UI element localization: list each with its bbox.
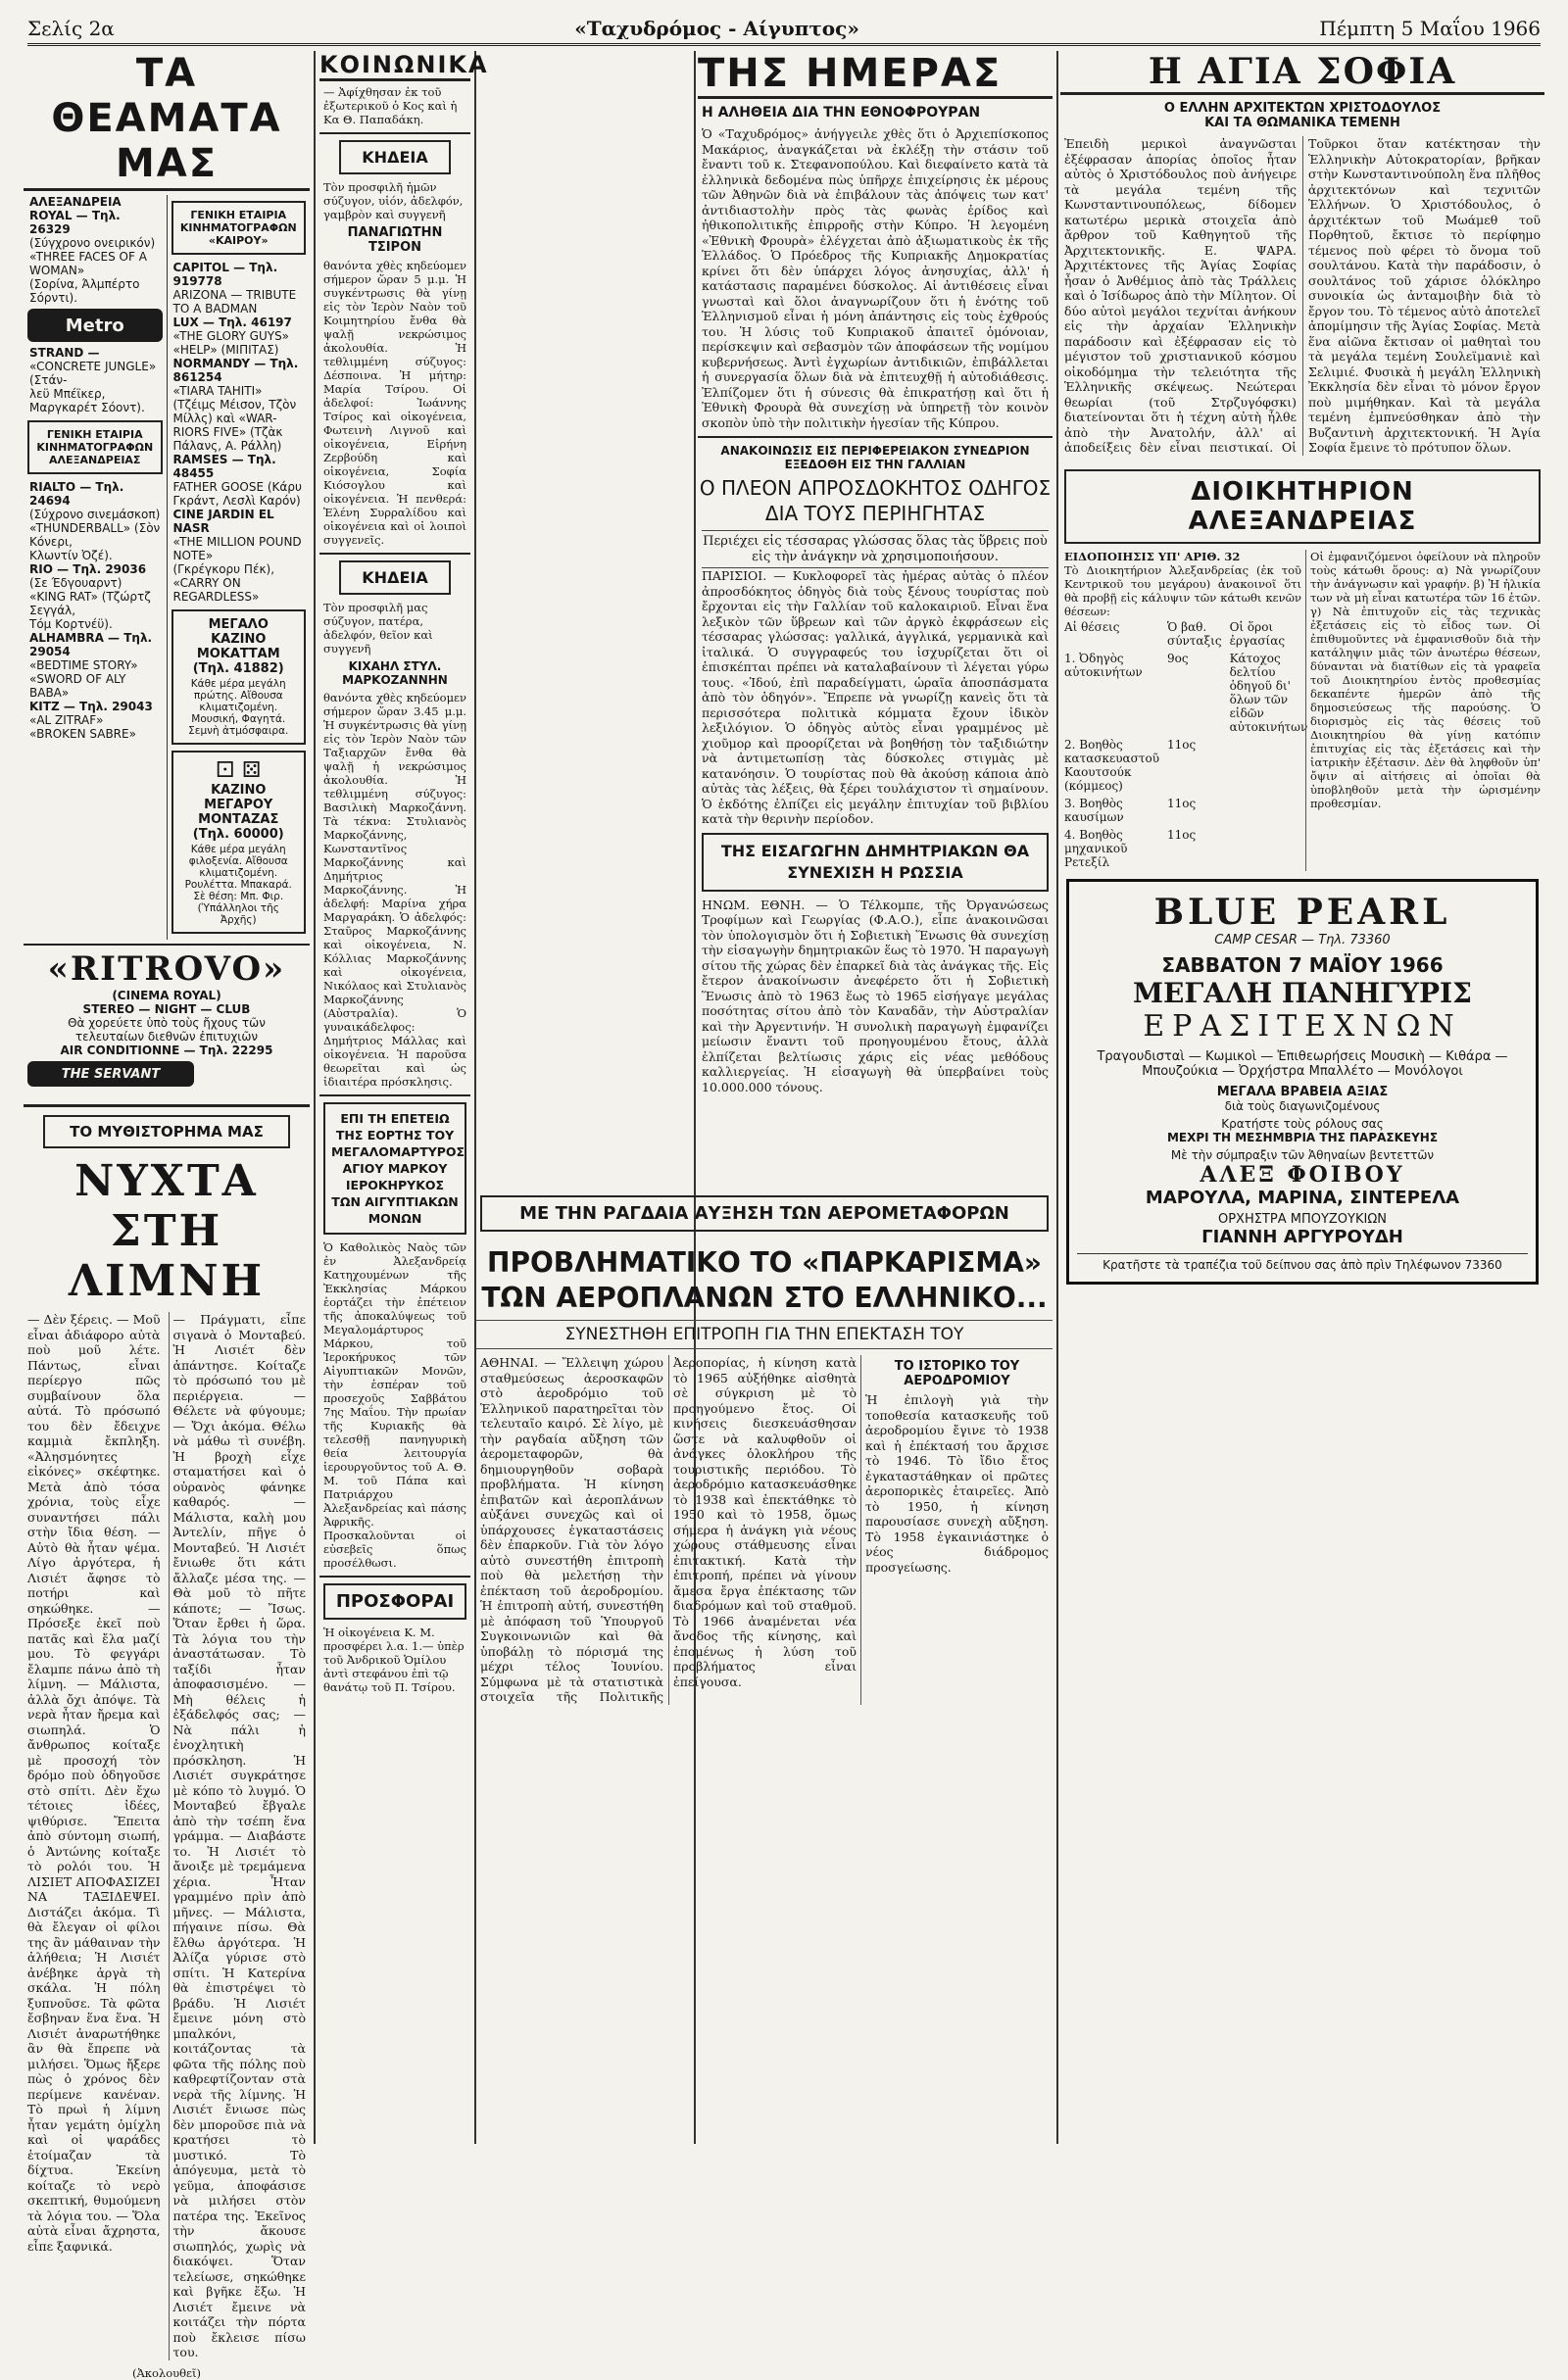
table-cell: 4. Βοηθὸς μηχανικοῦ Ρετεξίλ [1064, 827, 1128, 869]
ritrovo-line: Θὰ χορεύετε ὑπὸ τοὺς ἤχους τῶν [68, 1016, 266, 1030]
table-cell: Κάτοχος δελτίου ὁδηγοῦ δι' ὅλων τῶν εἰδῶν αὐτοκινήτων [1229, 651, 1308, 734]
funeral-name-2: ΚΙΧΑΗΛ ΣΤΥΛ. ΜΑΡΚΟΖΑΝΝΗΝ [342, 659, 448, 687]
history-tag: ΤΟ ΙΣΤΟΡΙΚΟ ΤΟΥ ΑΕΡΟΔΡΟΜΙΟΥ [894, 1359, 1020, 1388]
social-column [319, 51, 489, 2144]
ad-orchestra-2: ΓΙΑΝΝΗ ΑΡΓΥΡΟΥΔΗ [1201, 1226, 1403, 1247]
hagia-sub-1: Ο ΕΛΛΗΝ ΑΡΧΙΤΕΚΤΩΝ ΧΡΙΣΤΟΔΟΥΛΟΣ [1163, 101, 1442, 116]
ad-acts: Τραγουδισταὶ — Κωμικοὶ — Ἐπιθεωρήσεις Μουσικὴ — Κιθάρα — Μπουζούκια — Ὀρχήστρα Μπαλλέτο — Μονόλογοι [1097, 1048, 1508, 1079]
table-cell: 11ος [1167, 827, 1197, 842]
ad-footer: Κρατῆστε τὰ τραπέζια τοῦ δείπνου σας ἀπὸ πρὶν Τηλέφωνον 73360 [1077, 1253, 1528, 1272]
cinema-line: (Σορίνα, Άλμπέρτο Σόρντι). [29, 277, 140, 305]
company-box: ΓΕΝΙΚΗ ΕΤΑΙΡΙΑ ΚΙΝΗΜΑΤΟΓΡΑΦΩΝ «ΚΑΙΡΟΥ» [172, 201, 307, 255]
funeral-name-1: ΠΑΝΑΓΙΩΤΗΝ ΤΣΙΡΟΝ [347, 225, 443, 255]
cinema-line: «SWORD OF ALY BABA» [29, 672, 126, 700]
lead-kicker: Η ΑΛΗΘΕΙΑ ΔΙΑ ΤΗΝ ΕΘΝΟΦΡΟΥΡΑΝ [702, 105, 981, 121]
airport-title: ΠΡΟΒΛΗΜΑΤΙΚΟ ΤΟ «ΠΑΡΚΑΡΙΣΜΑ» ΤΩΝ ΑΕΡΟΠΛΑΝΩΝ ΣΤΟ ΕΛΛΗΝΙΚΟ... [481, 1246, 1048, 1314]
ad-event-2: ΕΡΑΣΙΤΕΧΝΩΝ [1143, 1008, 1462, 1044]
france-sub: Περιέχει εἰς τέσσαρας γλώσσας ὅλας τὰς ὕβρεις ποὺ εἰς τὴν ἀνάγκην νὰ χρησιμοποιήσουν. [702, 530, 1049, 568]
ad-orchestra-1: ΟΡΧΗΣΤΡΑ ΜΠΟΥΖΟΥΚΙΩΝ [1217, 1211, 1388, 1227]
hagia-sub-2: ΚΑΙ ΤΑ ΘΩΜΑΝΙΚΑ ΤΕΜΕΝΗ [1204, 116, 1400, 130]
column-rule [314, 51, 316, 2144]
cinema-line: FATHER GOOSE (Κάρυ Γκράντ, Λεσλὶ Καρόν) [172, 480, 302, 508]
funeral-text-2: θανόντα χθὲς κηδεύομεν σήμερον ὥραν 3.45 μ.μ. Ἡ συγκέντρωσις θὰ γίνῃ εἰς τὸν Ἱερὸν Ναὸν τῶν Ταξιαρχῶν ἔνθα θὰ ψαλῇ ἡ νεκρώσιμος ἀκολουθία. Ἡ τεθλιμμένη σύζυγος: Βασιλικὴ Μαρκοζάννη. Τὰ τέκνα: Στυλιανὸς Μαρκοζάννης, Κωνσταντῖνος Μαρκοζάννης καὶ Δημήτριος Μαρκοζάννης. Ἡ ἀδελφή: Μαρίνα χήρα Μαργαράκη. Ὁ ἀδελφός: Σταῦρος Μαρκοζάννης καὶ οἰκογένεια, Ν. Κόλλιας Μαρκοζάννης καὶ οἰκογένεια, Νικόλαος καὶ Στυλιανὸς Μαρκοζάννης (Αὐστραλία). Ὁ γυναικάδελφος: Δημήτριος Μάλλας καὶ οἰκογένεια. Ἡ παροῦσα θεωρεῖται καὶ ὡς ἰδιαιτέρα πρόσκλησις. [323, 691, 466, 1089]
cinema-line: CAPITOL — Τηλ. 919778 [172, 261, 278, 288]
funeral-intro-1: Τὸν προσφιλῆ ἡμῶν σύζυγον, υἱόν, ἀδελφόν, γαμβρὸν καὶ συγγενῆ [323, 180, 464, 221]
blue-pearl-ad [1066, 879, 1539, 1285]
airport-article [476, 1195, 1053, 2144]
history-text: Ἡ ἐπιλογὴ γιὰ τὴν τοποθεσία κατασκευῆς τοῦ ἀεροδρομίου ἔγινε τὸ 1938 καὶ ἡ ἐπέκτασή του ἄρχισε τὸ 1946. Τὸ ἴδιο ἔτος ἐγκαταστάθηκαν οἱ πρῶτες ἀεροπορικὲς ἑταιρεῖες. Ἀπὸ τὸ 1950, ἡ κίνηση παρουσίασε συνεχὴ αὔξηση. Τὸ 1958 ἐγκαινιάστηκε ὁ νέος διάδρομος προσγείωσης. [865, 1392, 1049, 1575]
ritrovo-line: τελευταίων διεθνῶν ἐπιτυχιῶν [74, 1030, 259, 1044]
table-cell: 9ος [1167, 651, 1189, 665]
cinema-line: «THE GLORY GUYS» [172, 329, 290, 343]
cinema-line: «AL ZITRAF» [29, 713, 104, 727]
ad-name: BLUE PEARL [1153, 891, 1451, 933]
casino-box-2 [172, 751, 307, 934]
cinema-line: Κλωντίν Ὀζέ). [29, 549, 113, 562]
admin-title: ΔΙΟΙΚΗΤΗΡΙΟΝ ΑΛΕΞΑΝΔΡΕΙΑΣ [1064, 469, 1541, 544]
table-row [1060, 650, 1311, 736]
masthead [27, 14, 1541, 46]
ad-event-1: ΜΕΓΑΛΗ ΠΑΝΗΓΥΡΙΣ [1133, 976, 1472, 1009]
feast-text: Ὁ Καθολικὸς Ναὸς τῶν ἐν Ἀλεξανδρείᾳ Κατηχουμένων τῆς Ἐκκλησίας Μάρκου ἑορτάζει τὴν ἐπέτειον τῆς ἀποκαλύψεως τοῦ Μεγαλομάρτυρος Μάρκου, τοῦ Ἱεροκήρυκος τῶν Αἰγυπτιακῶν Μονῶν, τὴν ἐσπέραν τοῦ προσεχοῦς Σαββάτου 7ης Μαΐου. Τὴν πρωίαν τῆς Κυριακῆς θὰ τελεσθῇ πανηγυρικὴ θεία λειτουργία ἱερουργοῦντος τοῦ Α. Θ. Μ. τοῦ Πάπα καὶ Πατριάρχου Ἀλεξανδρείας καὶ πάσης Ἀφρικῆς. Προσκαλοῦνται οἱ εὐσεβεῖς ὅπως προσέλθωσι. [323, 1240, 466, 1570]
casino-note: Σὲ θέση: Μπ. Φιρ. (Ὑπάλληλοι τῆς Ἀρχῆς) [193, 891, 284, 926]
dice-icon: ⚀ ⚄ [216, 758, 262, 783]
wheat-title: ΤΗΣ ΕΙΣΑΓΩΓΗΝ ΔΗΜΗΤΡΙΑΚΩΝ ΘΑ ΣΥΝΕΧΙΣΗ Η ΡΩΣΣΙΑ [702, 833, 1049, 892]
france-text: ΠΑΡΙΣΙΟΙ. — Κυκλοφορεῖ τὰς ἡμέρας αὐτὰς ὁ πλέον ἀπροσδόκητος ὁδηγὸς διὰ τοὺς ξένους τουρίστας ποὺ ἔρχονται εἰς τὴν Γαλλίαν τοῦ καλοκαιριοῦ. Εἶναι ἕνα λεξικὸν τῶν ὕβρεων καὶ τῶν ἀργκὸ ἐκφράσεων εἰς τέσσαρας γλώσσας: γαλλικά, ἀγγλικά, γερμανικὰ καὶ ἰταλικά. Ὁ συγγραφεύς του ἰσχυρίζεται ὅτι οἱ ἐπισκέπται πρέπει νὰ καταλαβαίνουν τὶ λέγεται γύρω τους. «Ἰδού, ἐπὶ παραδείγματι, ὡραῖα ἀποσπάσματα ἀπὸ τὸν ὁδηγόν». Ἔπρεπε νὰ γνωρίζῃ κανεὶς ὅτι τὰ περισσότερα πολιτικὰ κόμματα ἔχουν ἰδικὸν λεξιλόγιον. Ὁ ὁδηγὸς αὐτὸς εἶναι γραμμένος μὲ χιοῦμορ καὶ προορίζεται νὰ βοηθήσῃ τὸν ταξιδιώτην νὰ ἀντιμετωπίσῃ τὰς δύσκολες στιγμὰς μὲ κατανόησιν. Ὁ τουρίστας ποὺ θὰ ἀκούσῃ κάποια ἀπὸ αὐτὰς τὰς λέξεις, θὰ ξέρει τουλάχιστον τὶ σημαίνουν. Ὁ ἐκδότης ἐλπίζει εἰς μεγάλην ἐπιτυχίαν τοῦ βιβλίου κατὰ τὴν θερινὴν περίοδον. [702, 568, 1049, 826]
cinema-line: ARIZONA — TRIBUTE TO A BADMAN [172, 288, 297, 316]
ad-prizes: ΜΕΓΑΛΑ ΒΡΑΒΕΙΑ ΑΞΙΑΣ [1216, 1084, 1389, 1099]
novel-text-continued: — Πράγματι, εἶπε σιγανὰ ὁ Μονταβεύ. Ἡ Λισιέτ δὲν ἀπάντησε. Κοίταζε τὸ πρόσωπό του μὲ περιέργεια. — Θέλετε νὰ φύγουμε; — Ὄχι ἀκόμα. Θέλω νὰ μάθω τὶ συνέβη. Ἡ βροχὴ εἶχε σταματήσει καὶ ὁ οὐρανὸς φάνηκε καθαρός. — Μάλιστα, καλὴ μου Ἀντελίν, πῆγε ὁ Μονταβεύ. Ἡ Λισιέτ ἔνιωθε ὅτι κάτι ἄλλαζε μέσα της. — Θὰ μοῦ τὸ πῆτε κάποτε; — Ἴσως. Ὅταν ἔρθει ἡ ὥρα. Τὰ λόγια του τὴν ἀναστάτωσαν. Τὸ ταξίδι ἦταν ἀποφασισμένο. — Μὴ θέλεις ἡ ἐξάδελφός σας; — Νὰ πάλι ἡ ἐνοχλητικὴ πρόσκληση. Ἡ Λισιέτ συγκράτησε μὲ κόπο τὸ λυγμό. Ὁ Μονταβεύ ἔβγαλε ἀπὸ τὴν τσέπη ἕνα γράμμα. — Διαβάστε το. Ἡ Λισιέτ τὸ ἄνοιξε μὲ τρεμάμενα χέρια. Ἦταν γραμμένο πρὶν ἀπὸ μῆνες. — Μάλιστα, πήγαινε πίσω. Θὰ ἔλθω ἀργότερα. Ἡ Ἀλίζα γύρισε στὸ σπίτι. Ἡ Κατερίνα θὰ ἐπιστρέψει τὸ βράδυ. Ἡ Λισιέτ ἔμεινε μόνη στὸ μπαλκόνι, κοιτάζοντας τὰ φῶτα τῆς πόλης ποὺ καθρεφτίζονταν στὰ νερὰ τῆς λίμνης. Ἡ Λισιέτ ἔνιωσε πὼς δὲν μποροῦσε πιὰ νὰ κρατήσει τὸ μυστικό. Τὸ ἀπόγευμα, μετὰ τὸ γεῦμα, ἀποφάσισε νὰ μιλήσει στὸν πατέρα της. Ἐκεῖνος τὴν ἄκουσε σιωπηλός, χωρὶς νὰ διακόψει. Ὅταν τελείωσε, σηκώθηκε καὶ βγῆκε ἔξω. Ἡ Λισιέτ ἔμεινε νὰ κοιτάζει τὴν πόρτα ποὺ ἔκλεισε πίσω του. [169, 1312, 307, 2360]
table-cell [1226, 795, 1312, 826]
cinema-line: ROYAL — Τηλ. 26329 [29, 209, 121, 236]
novel-text: — Δὲν ξέρεις. — Μοῦ εἶναι ἀδιάφορο αὐτὰ ποὺ μοῦ λέτε. Πάντως, εἶναι περίεργο πῶς συμβαίνουν ὅλα αὐτά. Τὸ πρόσωπό του δὲν ἔδειχνε καμμιὰ ἔκπληξη. «Ἀλησμόνητες εἰκόνες» σκέφτηκε. Μετὰ ἀπὸ τόσα χρόνια, τοὺς εἶχε συναντήσει πάλι στὴν ἴδια θέση. — Αὐτὸ θὰ ἦταν ψέμα. Λίγο ἀργότερα, ἡ Λισιέτ ἄφησε τὸ ποτήρι καὶ σηκώθηκε. — Πρόσεξε ἐκεῖ ποὺ πατᾶς καὶ ἔλα μαζί μου. Τὸ φεγγάρι ἔλαμπε πάνω ἀπὸ τὴ λίμνη. — Μάλιστα, ἀλλὰ ὄχι ἀπόψε. Τὰ νερὰ ἦταν ἤρεμα καὶ σιωπηλά. Ὁ ἄνθρωπος κοίταξε μὲ προσοχή τὸν δρόμο ποὺ ὁδηγοῦσε στὸ σπίτι. Δὲν ἔχω τέτοιες ἰδέες, ψιθύρισε. Ἔπειτα ἀπὸ σύντομη σιωπή, ὁ Ἀντώνης κοίταξε τὸ ρολόι του. Ἡ ΛΙΣΙΕΤ ΑΠΟΦΑΣΙΖΕΙ ΝΑ ΤΑΞΙΔΕΨΕΙ. Διστάζει ἀκόμα. Τὶ θὰ ἔλεγαν οἱ φίλοι της ἂν μάθαιναν τὴν ἀλήθεια; Ἡ Λισιέτ ἀνέβηκε ἀργὰ τὴ σκάλα. Ἡ πόλη ξυπνοῦσε. Τὰ φῶτα ἔσβηναν ἕνα ἕνα. Ἡ Λισιέτ ἀναρωτήθηκε ἂν θὰ ἔπρεπε νὰ μιλήσει. Ὅμως ἤξερε πὼς ὁ χρόνος δὲν περίμενε κανέναν. Τὸ πρωὶ ἡ λίμνη ἦταν γεμάτη ὁμίχλη καὶ οἱ ψαράδες ἑτοίμαζαν τὰ δίχτυα. Ἐκείνη κοίταζε τὸ νερὸ σκεπτική, θυμούμενη τὰ λόγια του. — Ὅλα αὐτὰ εἶναι ἄχρηστα, εἶπε ξαφνικά. [27, 1312, 161, 2254]
ad-date: ΣΑΒΒΑΤΟΝ 7 ΜΑΪΟΥ 1966 [1161, 952, 1444, 977]
paper-name: «Ταχυδρόμος - Αίγυπτος» [574, 17, 859, 40]
cinema-line: «BROKEN SABRE» [29, 727, 136, 741]
funeral-tag-2: ΚΗΔΕΙΑ [339, 560, 451, 595]
cinema-line: «BEDTIME STORY» [29, 658, 138, 672]
table-header: Ὁ βαθ. σύνταξις [1167, 619, 1222, 648]
cinema-line: «THE MILLION POUND NOTE» [172, 535, 302, 562]
casino-note: Κάθε μέρα μεγάλη πρώτης. Αἴθουσα κλιματιζομένη. Μουσική, Φαγητά. Σεμνὴ ἀτμόσφαιρα. [188, 678, 289, 737]
table-cell: 1. Ὀδηγὸς αὐτοκινήτων [1064, 651, 1143, 679]
offers-text: Ἡ οἰκογένεια Κ. Μ. προσφέρει λ.α. 1.— ὑπὲρ τοῦ Ἀνδρικοῦ Ὁμίλου ἀντὶ στεφάνου ἐπὶ τῷ θανάτῳ τοῦ Π. Τσίρου. [323, 1626, 465, 1694]
cinema-line: «KING RAT» (Τζώρτζ Σεγγάλ, [29, 590, 151, 617]
casino-note: Κάθε μέρα μεγάλη φιλοξενία. Αἴθουσα κλιματιζομένη. Ρουλέττα. Μπακαρά. [184, 844, 292, 891]
column-rule [1056, 51, 1058, 2144]
cinema-line: «THREE FACES OF A WOMAN» [29, 250, 147, 277]
cinema-line: LUX — Τηλ. 46197 [172, 316, 292, 329]
continued-note: (Ἀκολουθεῖ) [132, 2365, 201, 2380]
cinema-line: (Σε Έδγουαρντ) [29, 576, 122, 590]
ad-stars-1: ΑΛΕΞ ΦΟΙΒΟΥ [1200, 1161, 1405, 1188]
ad-prizes-2: διὰ τοὺς διαγωνιζομένους [1224, 1098, 1381, 1113]
ad-location: CAMP CESAR — Τηλ. 73360 [1214, 932, 1391, 947]
cinema-line: RAMSES — Τηλ. 48455 [172, 453, 276, 480]
company-box: ΓΕΝΙΚΗ ΕΤΑΙΡΙΑ ΚΙΝΗΜΑΤΟΓΡΑΦΩΝ ΑΛΕΞΑΝΔΡΕΙΑΣ [27, 420, 163, 474]
cinema-line: CINE JARDIN EL NASR [172, 508, 274, 535]
cinema-line: «CONCRETE JUNGLE» (Στάν- [29, 360, 157, 387]
airport-text: ΑΘΗΝΑΙ. — Ἔλλειψη χώρου σταθμεύσεως ἀεροσκαφῶν στὸ ἀεροδρόμιο τοῦ Ἑλληνικοῦ παρατηρεῖται τὸν τελευταῖο καιρό. Σὲ λίγο, μὲ τὴν ραγδαία αὔξηση τῶν ἀερομεταφορῶν, θὰ δημιουργηθοῦν σοβαρὰ προβλήματα. Ἡ κίνηση ἐπιβατῶν καὶ ἀεροπλάνων αὐξάνει συνεχῶς καὶ οἱ ὑπάρχουσες ἐγκαταστάσεις δὲν ἐπαρκοῦν. Γιὰ τὸν λόγο αὐτὸ συνεστήθη ἐπιτροπὴ ποὺ θὰ μελετήσῃ τὴν ἐπέκταση τοῦ ἀεροδρομίου. Ἡ ἐπιτροπὴ αὐτή, συνεστήθη μὲ ἀπόφαση τοῦ Ὑπουργοῦ Συγκοινωνιῶν καὶ θὰ ὑποβάλῃ τὸ πόρισμά της μέχρι τέλος Ἰουνίου. Σύμφωνα μὲ τὰ στατιστικὰ στοιχεῖα τῆς Πολιτικῆς Ἀεροπορίας, ἡ κίνηση κατὰ τὸ 1965 αὐξήθηκε αἰσθητὰ σὲ σύγκριση μὲ τὸ προηγούμενο ἔτος. Οἱ κινήσεις διεσκευάσθησαν ὥστε νὰ καλυφθοῦν οἱ ἀνάγκες ὁλοκλήρου τῆς τουριστικῆς περιόδου. Τὸ ἀεροδρόμιο κατασκευάσθηκε τὸ 1938 καὶ ἐπεκτάθηκε τὸ 1950 καὶ τὸ 1958, ὅμως σήμερα ἡ ἀνάγκη γιὰ νέους χώρους στάθμευσης εἶναι ἐπιτακτική. Κατὰ τὴν ἐπιτροπή, πρέπει νὰ γίνουν ἄμεσα ἔργα ἐπέκτασης τῶν διαδρόμων καὶ τοῦ σταθμοῦ. Τὸ 1966 ἀναμένεται νέα ἄνοδος τῆς κίνησης, καὶ ἑπομένως ἡ λύση τοῦ προβλήματος εἶναι ἐπείγουσα. [480, 1355, 857, 1704]
cinema-line: RIORS FIVE» (Τζὰκ Πάλανς, Α. Ράλλη) [172, 425, 283, 453]
table-row [1060, 795, 1311, 826]
wheat-text: ΗΝΩΜ. ΕΘΝΗ. — Ὁ Τέλκομπε, τῆς Ὀργανώσεως Τροφίμων καὶ Γεωργίας (Φ.Α.Ο.), εἶπε ἀνακοινῶσαι τὸν ὑπολογισμὸν ὅτι ἡ Σοβιετικὴ Ἕνωσις θὰ συνεχίσῃ τὴν εἰσαγωγὴν δημητριακῶν ἕως τὸ 1970. Ἡ παραγωγὴ σίτου τῆς χώρας δὲν ἐπαρκεῖ διὰ τὰς ἀνάγκας τῆς. Εἰς ἔτερον ἀνακοίνωσιν ἀνεφέρετο ὅτι ἡ Σοβιετικὴ Ἕνωσις ἀπὸ τὸ 1963 ἕως τὸ 1965 εἰσήγαγε μεγάλας ποσότητας σίτου ἀπὸ τὸν Καναδᾶν, τὴν Αὐστραλίαν καὶ τὴν Ἀργεντινήν. Ἡ συνολικὴ παραγωγὴ ἐμφανίζει μείωσιν ἕναντι τοῦ προηγουμένου ἔτους, ἀλλὰ ἐλπίζεται βελτίωσις χάρις εἰς νέας μεθόδους καλλιεργείας. Ἡ εἰσαγωγὴ θὰ ὑπερβαίνει τοὺς 10.000.000 τόνους. [702, 897, 1049, 1094]
admin-intro: Τὸ Διοικητήριον Ἀλεξανδρείας (ἐκ τοῦ Κεντρικοῦ του μεγάρου) ἀνακοινοῖ ὅτι θὰ προβῇ εἰς κάλυψιν τῶν κάτωθι κενῶν θέσεων: [1064, 562, 1301, 618]
cinema-heading: ΤΑ ΘΕΑΜΑΤΑ ΜΑΣ [24, 51, 310, 191]
novel-tag: ΤΟ ΜΥΘΙΣΤΟΡΗΜΑ ΜΑΣ [43, 1115, 290, 1148]
cinema-line: Τόμ Κορτνέϋ). [29, 617, 113, 631]
table-header: Αἱ θέσεις [1064, 619, 1120, 634]
casino-title: ΜΕΓΑΛΟ ΚΑΖΙΝΟ ΜΟΚΑΤΤΑΜ (Τηλ. 41882) [192, 617, 284, 676]
cinema-line: STRAND — [29, 346, 100, 360]
ritrovo-line: STEREO — NIGHT — CLUB [82, 1002, 251, 1016]
table-header-row [1060, 618, 1311, 650]
table-cell: 11ος [1167, 796, 1197, 810]
cinema-line: NORMANDY — Τηλ. 861254 [172, 357, 299, 384]
cinema-line: «THUNDERBALL» (Σὸν Κόνερι, [29, 521, 161, 549]
social-heading: ΚΟΙΝΩΝΙΚΑ [319, 51, 470, 81]
servant-logo: THE SERVANT [27, 1061, 194, 1087]
cinema-line: «TIARA TAHITI» (Τζέιμς Μέισον, Τζὸν Μίλλς) καὶ «WAR- [172, 384, 297, 425]
novel-title: ΝΥΧΤΑ ΣΤΗ ΛΙΜΝΗ [68, 1156, 266, 1306]
funeral-text-1: θανόντα χθὲς κηδεύομεν σήμερον ὥραν 5 μ.μ. Ἡ συγκέντρωσις θὰ γίνῃ εἰς τὸν Ἱερὸν Ναὸν τοῦ Κοιμητηρίου ἔνθα θὰ ψαλῇ νεκρώσιμος ἀκολουθία. Ἡ τεθλιμμένη σύζυγος: Δέσποινα. Ἡ μήτηρ: Μαρία Τσίρου. Οἱ ἀδελφοί: Ἰωάννης Τσίρος καὶ οἰκογένεια, Φωτεινὴ Λιγνοῦ καὶ οἰκογένεια, Εἰρήνη Ζερβούδη καὶ οἰκογένεια, Σοφία Κιόσογλου καὶ οἰκογένεια. Ἡ πενθερά: Ἑλένη Συρραλίδου καὶ οἰκογένεια καὶ οἱ λοιποὶ συγγενεῖς. [323, 259, 466, 547]
cinema-line: RIO — Τηλ. 29036 [29, 562, 147, 576]
cinema-line: «CARRY ON REGARDLESS» [172, 576, 260, 604]
cinema-line: ALHAMBRA — Τηλ. 29054 [29, 631, 153, 658]
table-header: Οἱ ὅροι ἐργασίας [1229, 619, 1286, 648]
ritrovo-title: «RITROVO» [47, 949, 286, 989]
airport-sub: ΣΥΝΕΣΤΗΘΗ ΕΠΙΤΡΟΠΗ ΓΙΑ ΤΗΝ ΕΠΕΚΤΑΣΗ ΤΟΥ [476, 1320, 1053, 1349]
ad-stars-2: ΜΑΡΟΥΛΑ, ΜΑΡΙΝΑ, ΣΙΝΤΕΡΕΛΑ [1145, 1187, 1460, 1208]
banner: ΤΗΣ ΗΜΕΡΑΣ [698, 51, 1053, 99]
cinema-line: KITZ — Τηλ. 29043 [29, 700, 153, 713]
metro-logo: Metro [27, 309, 163, 342]
ritrovo-line: AIR CONDITIONNE — Τηλ. 22295 [60, 1044, 273, 1057]
table-cell: 3. Βοηθὸς καυσίμων [1064, 796, 1124, 824]
cinema-line: RIALTO — Τηλ. 24694 [29, 480, 124, 508]
hagia-sophia-heading: Η ΑΓΙΑ ΣΟΦΙΑ [1060, 51, 1544, 95]
airport-strip: ΜΕ ΤΗΝ ΡΑΓΔΑΙΑ ΑΥΞΗΣΗ ΤΩΝ ΑΕΡΟΜΕΤΑΦΟΡΩΝ [480, 1195, 1049, 1232]
admin-text: Οἱ ἐμφανιζόμενοι ὀφείλουν νὰ πληροῦν τοὺς κάτωθι ὅρους: α) Νὰ γνωρίζουν τὴν ἀνάγνωσιν καὶ γραφήν. β) Ἡ ἡλικία των νὰ μὴ εἶναι κατωτέρα τῶν 16 ἐτῶν. γ) Νὰ ἐπιτυχοῦν εἰς τὰς τεχνικὰς ἐξετάσεις εἰς τὸ εἶδος των. Οἱ ἐπιθυμοῦντες νὰ ἐμφανισθοῦν διὰ τὴν κατάληψιν μιᾶς τῶν ἀνωτέρω θέσεων, δύνανται νὰ διατίθων εἰς τὰ γραφεῖα τοῦ Διοικητηρίου ἐντὸς προθεσμίας δεκαπέντε ἡμερῶν ἀπὸ τῆς δημοσιεύσεως τῆς παρούσης. Ὁ διορισμὸς εἰς τὰς θέσεις τοῦ Διοικητηρίου θὰ γίνῃ κατόπιν ἐπιτυχίας εἰς τὰς ἐξετάσεις καὶ τὴν ἰατρικὴν ἐξέτασιν. Δὲν θὰ ληφθοῦν ὑπ' ὄψιν αἱ αἰτήσεις αἱ ὁποῖαι θὰ ὑποβληθοῦν μετὰ τὴν ὡρισμένην προθεσμίαν. [1310, 549, 1541, 810]
ritrovo-line: (CINEMA ROYAL) [112, 989, 221, 1002]
feast-title: ΕΠΙ ΤΗ ΕΠΕΤΕΙΩ ΤΗΣ ΕΟΡΤΗΣ ΤΟΥ ΜΕΓΑΛΟΜΑΡΤΥΡΟΣ ΑΓΙΟΥ ΜΑΡΚΟΥ ΙΕΡΟΚΗΡΥΚΟΣ ΤΩΝ ΑΙΓΥΠΤΙΑΚΩΝ ΜΟΝΩΝ [323, 1102, 466, 1235]
cinema-line: λεϋ Μπέϊκερ, Μαργκαρέτ Σόοντ). [29, 387, 145, 414]
hagia-text: Ἐπειδὴ μερικοὶ ἀναγνῶσται ἐξέφρασαν ἀπορίας ὁποῖος ἦταν αὐτὸς ὁ Χριστόδουλος ποὺ ἀνήγειρε τὰ μεγάλα τεμένη τῆς Κωνσταντινουπόλεως, δίδομεν κατωτέρω μερικὰ στοιχεῖα ἀπὸ ἄρθρον τοῦ Καθηγητοῦ τῆς Ἀρχιτεκτονικῆς. Ε. ΨΑΡΑ. Ἀρχιτέκτονες τῆς Ἁγίας Σοφίας ἦσαν ὁ Ἀνθέμιος ἀπὸ τὰς Τράλλεις καὶ ὁ Ἰσίδωρος ἀπὸ τὴν Μίλητον. Οἱ δύο αὐτοὶ μεγάλοι τεχνίται ἀνήκουν εἰς τὴν ἀρχαίαν Ἑλληνικὴν παράδοσιν καὶ ἐξέφρασαν εἰς τὸ μέγιστον τοῦ χριστιανικοῦ κόσμου οἰκοδόμημα τὴν τελειότητα τῆς Ἑλληνικῆς σκέψεως. Νεώτεραι θεωρίαι (τοῦ Στρζυγόφσκι) διατείνονται ὅτι ἡ τέχνη αὐτὴ ἦλθε ἀπὸ τὴν Ἀνατολήν, ἀλλ' αἱ ἀποδείξεις δὲν εἶναι πειστικαί. Οἱ Τοῦρκοι ὅταν κατέκτησαν τὴν Ἑλληνικὴν Αὐτοκρατορίαν, βρῆκαν στὴν Κωνσταντινούπολη ἕνα πλῆθος ἀρχιτεκτόνων καὶ τεχνιτῶν Ἑλλήνων. Ὁ Χριστόδουλος, ὁ ἀρχιτέκτων τοῦ Μωάμεθ τοῦ Πορθητοῦ, ἔκτισε τὸ περίφημο τέμενος ποὺ φέρει τὸ ὄνομα τοῦ σουλτάνου. Κατὰ τὴν παράδοσιν, ὁ σουλτάνος τοῦ χάρισε ὁλόκληρο συνοικία ὡς ἀνταμοιβὴν διὰ τὸ ἔργον του. Τὸ τέμενος αὐτὸ ἀποτελεῖ ἀπομίμησιν τῆς Ἁγίας Σοφίας. Μετὰ ἕνα αἰῶνα ἔκτισαν οἱ μαθηταὶ του τὰ μεγάλα τεμένη Σουλεϊμανιὲ καὶ Σελιμιέ. Φυσικὰ ἡ μεγάλη Ἑλληνικὴ Ἐκκλησία δὲν εἶναι τὸ μόνον ἔργον ποὺ μιμήθηκαν. Καὶ τὰ μεγάλα τεμένη ἐμπνεύσθηκαν ἀπὸ τὴν Βυζαντινὴ ἀρχιτεκτονική. Ἡ Ἁγία Σοφία ἔμεινε τὸ πρότυπον ὅλων. [1064, 136, 1541, 455]
positions-table [1060, 618, 1311, 871]
ad-with: Μὲ τὴν σύμπραξιν τῶν Ἀθηναίων βεντεττῶν [1170, 1147, 1435, 1162]
casino-box-1 [172, 609, 307, 745]
page-label: Σελίς 2α [27, 17, 115, 40]
funeral-tag-1: ΚΗΔΕΙΑ [339, 140, 451, 174]
table-row [1060, 736, 1311, 795]
casino-title: ΚΑΖΙΝΟ ΜΕΓΑΡΟΥ ΜΟΝΤΑΖΑΣ (Τηλ. 60000) [192, 783, 284, 842]
table-row [1060, 826, 1311, 871]
france-kicker: ΑΝΑΚΟΙΝΩΣΙΣ ΕΙΣ ΠΕΡΙΦΕΡΕΙΑΚΟΝ ΣΥΝΕΔΡΙΟΝ ΕΞΕΔΟΘΗ ΕΙΣ ΤΗΝ ΓΑΛΛΙΑΝ [720, 444, 1030, 471]
cinema-line: ΑΛΕΞΑΝΔΡΕΙΑ [29, 195, 122, 209]
ad-deadline-1: Κρατήστε τοὺς ρόλους σας [1221, 1116, 1384, 1131]
funeral-intro-2: Τὸν προσφιλῆ μας σύζυγον, πατέρα, ἀδελφόν, θεῖον καὶ συγγενῆ [323, 601, 433, 656]
right-column [1060, 51, 1544, 2144]
table-cell [1226, 736, 1312, 795]
issue-date: Πέμπτη 5 Μαΐου 1966 [1319, 17, 1541, 40]
cinema-line: (Γκρέγκορυ Πέκ), [172, 562, 275, 576]
social-intro: — Ἀφίχθησαν ἐκ τοῦ ἐξωτερικοῦ ὁ Κος καὶ ἡ Κα Θ. Παπαδάκη. [323, 85, 458, 126]
offers-tag: ΠΡΟΣΦΟΡΑΙ [323, 1583, 466, 1620]
cinema-column [24, 51, 310, 2380]
table-cell [1226, 826, 1312, 871]
cinema-line: «HELP» (ΜΙΠΙΤΑΣ) [172, 343, 279, 357]
lead-text: Ὁ «Ταχυδρόμος» ἀνήγγειλε χθὲς ὅτι ὁ Ἀρχιεπίσκοπος Μακάριος, ἀναγκάζεται νὰ ἐκλέξῃ τὴν στάσιν τοῦ ἔναντι τοῦ κ. Στεφανοπούλου. Καὶ διεφαίνετο κατὰ τὰ ἐλληνικὰ δεδομένα πὼς ὑπῆρχε ἐπιχείρησις ἐκ μέρους τῶν Ἀθηνῶν διὰ νὰ ἐπιβάλουν τὰς ἀπόψεις των κατ' ἀντιδιαστολὴν πρὸς τὰς φωνὰς ἐρίδος καὶ ἠθικοπολιτικῆς ἐπιρροῆς στὴν Κύπρο. Ἡ λεγομένη «Ἐθνικὴ Φρουρὰ» ἐλέγχεται ἀπὸ ἀξιωματικοὺς ἐκ τῆς Ἑλλάδος. Ὁ Πρόεδρος τῆς Κυπριακῆς Δημοκρατίας κρίνει ὅτι δὲν ὑπάρχει λόγος ἀνησυχίας, ἀλλ' ἡ κατάστασις παραμένει δύσκολος. Αἱ ἀντιθέσεις εἶναι γνωσταὶ καὶ ὅλοι ἀναγνωρίζουν ὅτι ἡ ἑνότης τοῦ Ἑλληνισμοῦ εἶναι ἡ μόνη ἀπάντησις εἰς τοὺς ἐχθρούς του. Ἡ λύσις τοῦ Κυπριακοῦ ἀπαιτεῖ ὁμόνοιαν, περίσκεψιν καὶ σεβασμὸν τῶν ἀποφάσεων τῆς νομίμου κυβερνήσεως. Ἀντὶ ἐγχωρίων ἀντιδικιῶν, ἐπιβάλλεται ἡ συνεργασία ὅλων διὰ νὰ ἐπιτευχθῇ ἡ αὐτοδιάθεσις. Ἐλπίζομεν ὅτι ἡ σύνεσις θὰ ἐπικρατήσῃ καὶ ὅτι ἡ Ἐθνικὴ Φρουρὰ θὰ συνεχίσῃ νὰ ὑπηρετῇ τὸν κοινὸν σκοπὸν ὑπὸ τὴν πολιτικὴν ἡγεσίαν τῆς Κύπρου. [702, 126, 1049, 430]
cinema-line: (Σύγχρονο ονειρικόν) [29, 236, 156, 250]
table-cell: 2. Βοηθὸς κατασκευαστοῦ Καουτσούκ (κόμμεος) [1064, 737, 1160, 793]
france-title: Ο ΠΛΕΟΝ ΑΠΡΟΣΔΟΚΗΤΟΣ ΟΔΗΓΟΣ ΔΙΑ ΤΟΥΣ ΠΕΡΙΗΓΗΤΑΣ [699, 476, 1052, 525]
ad-deadline-2: ΜΕΧΡΙ ΤΗ ΜΕΣΗΜΒΡΙΑ ΤΗΣ ΠΑΡΑΣΚΕΥΗΣ [1166, 1130, 1439, 1144]
admin-notice: ΕΙΔΟΠΟΙΗΣΙΣ ΥΠ' ΑΡΙΘ. 32 [1064, 549, 1241, 563]
table-cell: 11ος [1167, 737, 1197, 752]
cinema-line: (Σύχρονο σινεμάσκοπ) [29, 508, 161, 521]
